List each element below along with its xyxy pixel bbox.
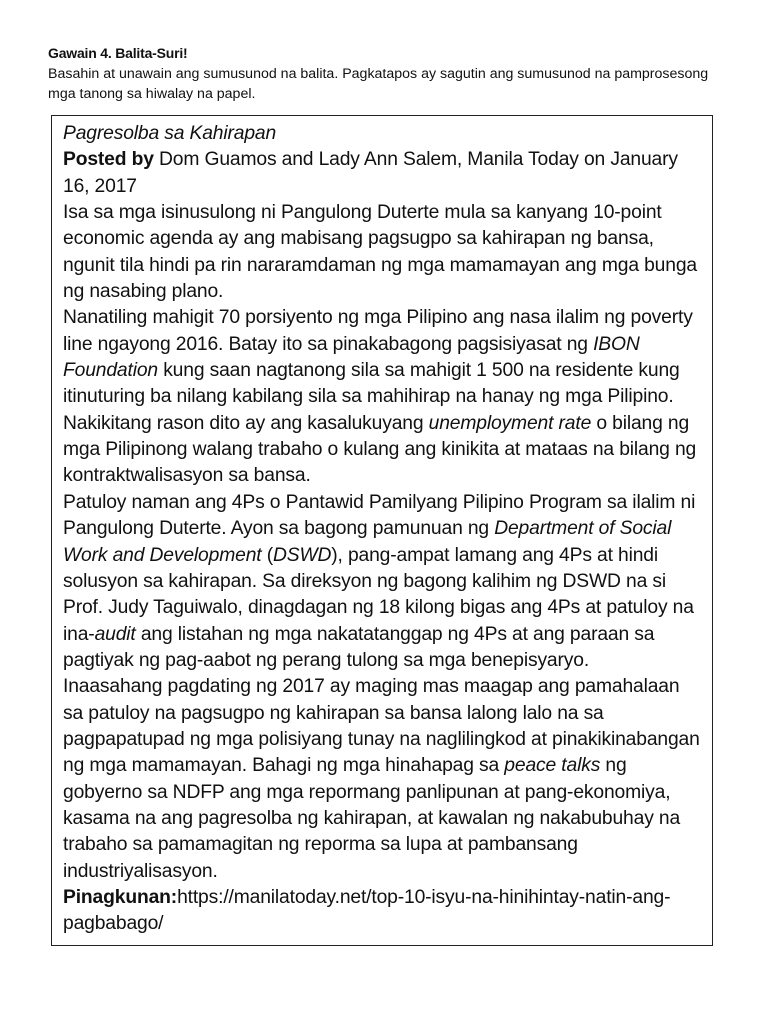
text-run: Inaasahang pagdating ng 2017 ay maging mas maagap ang pamahalaan sa patuloy na pagsugpo ng kahirapan sa bansa lalong lalo na sa pagpapatupad ng mga polisiyang tunay na naglilingkod at pinakikinabangan ng mga mamamayan. Bahagi ng mga hinahapag sa xyxy=(63,676,700,777)
text-run: kung saan nagtanong sila sa mahigit 1 500 na residente kung itinuturing ba nilang kabilang sila sa mahihirap na hanay ng mga Pilipino. Nakikitang rason dito ay ang kasalukuyang xyxy=(63,360,680,434)
article-source xyxy=(63,885,702,938)
text-run: ), pang-ampat lamang ang 4Ps at hindi solusyon sa kahirapan. Sa direksyon ng bagong kalihim ng DSWD na si Prof. Judy Taguiwalo, dinagdagan ng 18 kilong bigas ang 4Ps at patuloy na ina- xyxy=(63,544,694,645)
article-title: Pagresolba sa Kahirapan xyxy=(63,123,277,144)
text-run: ( xyxy=(261,544,273,566)
article-paragraph-4 xyxy=(63,674,702,885)
article-byline xyxy=(63,147,702,200)
text-run: ang listahan ng mga nakatatanggap ng 4Ps at ang paraan sa pagtiyak ng pag-aabot ng perang tulong sa mga benepisyaryo. xyxy=(63,623,655,671)
italic-term: audit xyxy=(94,623,136,645)
activity-header xyxy=(48,44,728,104)
news-article-box xyxy=(51,115,713,946)
activity-instructions: Basahin at unawain ang sumusunod na balita. Pagkatapos ay sagutin ang sumusunod na pamprosesong mga tanong sa hiwalay na papel. xyxy=(48,66,709,102)
text-run: Patuloy naman ang 4Ps o Pantawid Pamilyang Pilipino Program sa ilalim ni Pangulong Duterte. Ayon sa bagong pamunuan ng xyxy=(63,491,696,540)
italic-term: IBON Foundation xyxy=(63,333,640,382)
byline-text: Dom Guamos and Lady Ann Salem, Manila Today on January 16, 2017 xyxy=(63,149,678,197)
italic-term: peace talks xyxy=(504,755,601,777)
text-run: o bilang ng mga Pilipinong walang trabaho o kulang ang kinikita at mataas na bilang ng kontraktwalisasyon sa bansa. xyxy=(63,412,697,487)
news-article xyxy=(63,121,702,938)
byline-label: Posted by xyxy=(63,149,154,171)
italic-term: unemployment rate xyxy=(428,412,592,434)
text-run: ng gobyerno sa NDFP ang mga repormang panlipunan at pang-ekonomiya, kasama na ang pagresolba ng kahirapan, at kawalan ng nakabubuhay na trabaho sa pamamagitan ng reporma sa lupa at pambansang industriyalisasyon. xyxy=(63,755,681,882)
article-paragraph-1: Isa sa mga isinusulong ni Pangulong Duterte mula sa kanyang 10-point economic agenda ay ang mabisang pagsugpo sa kahirapan ng bansa, ngunit tila hindi pa rin nararamdaman ng mga mamamayan ang mga bunga ng nasabing plano. xyxy=(63,202,697,303)
article-paragraph-3 xyxy=(63,490,702,674)
italic-term: Department of Social Work and Development xyxy=(63,518,672,566)
source-url: https://manilatoday.net/top-10-isyu-na-hinihintay-natin-ang-pagbabago/ xyxy=(63,886,671,935)
activity-title: Gawain 4. Balita-Suri! xyxy=(48,45,188,61)
text-run: Nanatiling mahigit 70 porsiyento ng mga Pilipino ang nasa ilalim ng poverty line ngayong 2016. Batay ito sa pinakabagong pagsisiyasat ng xyxy=(63,307,693,355)
italic-term: DSWD xyxy=(272,544,332,566)
source-label: Pinagkunan: xyxy=(63,886,178,908)
article-paragraph-2 xyxy=(63,305,702,489)
